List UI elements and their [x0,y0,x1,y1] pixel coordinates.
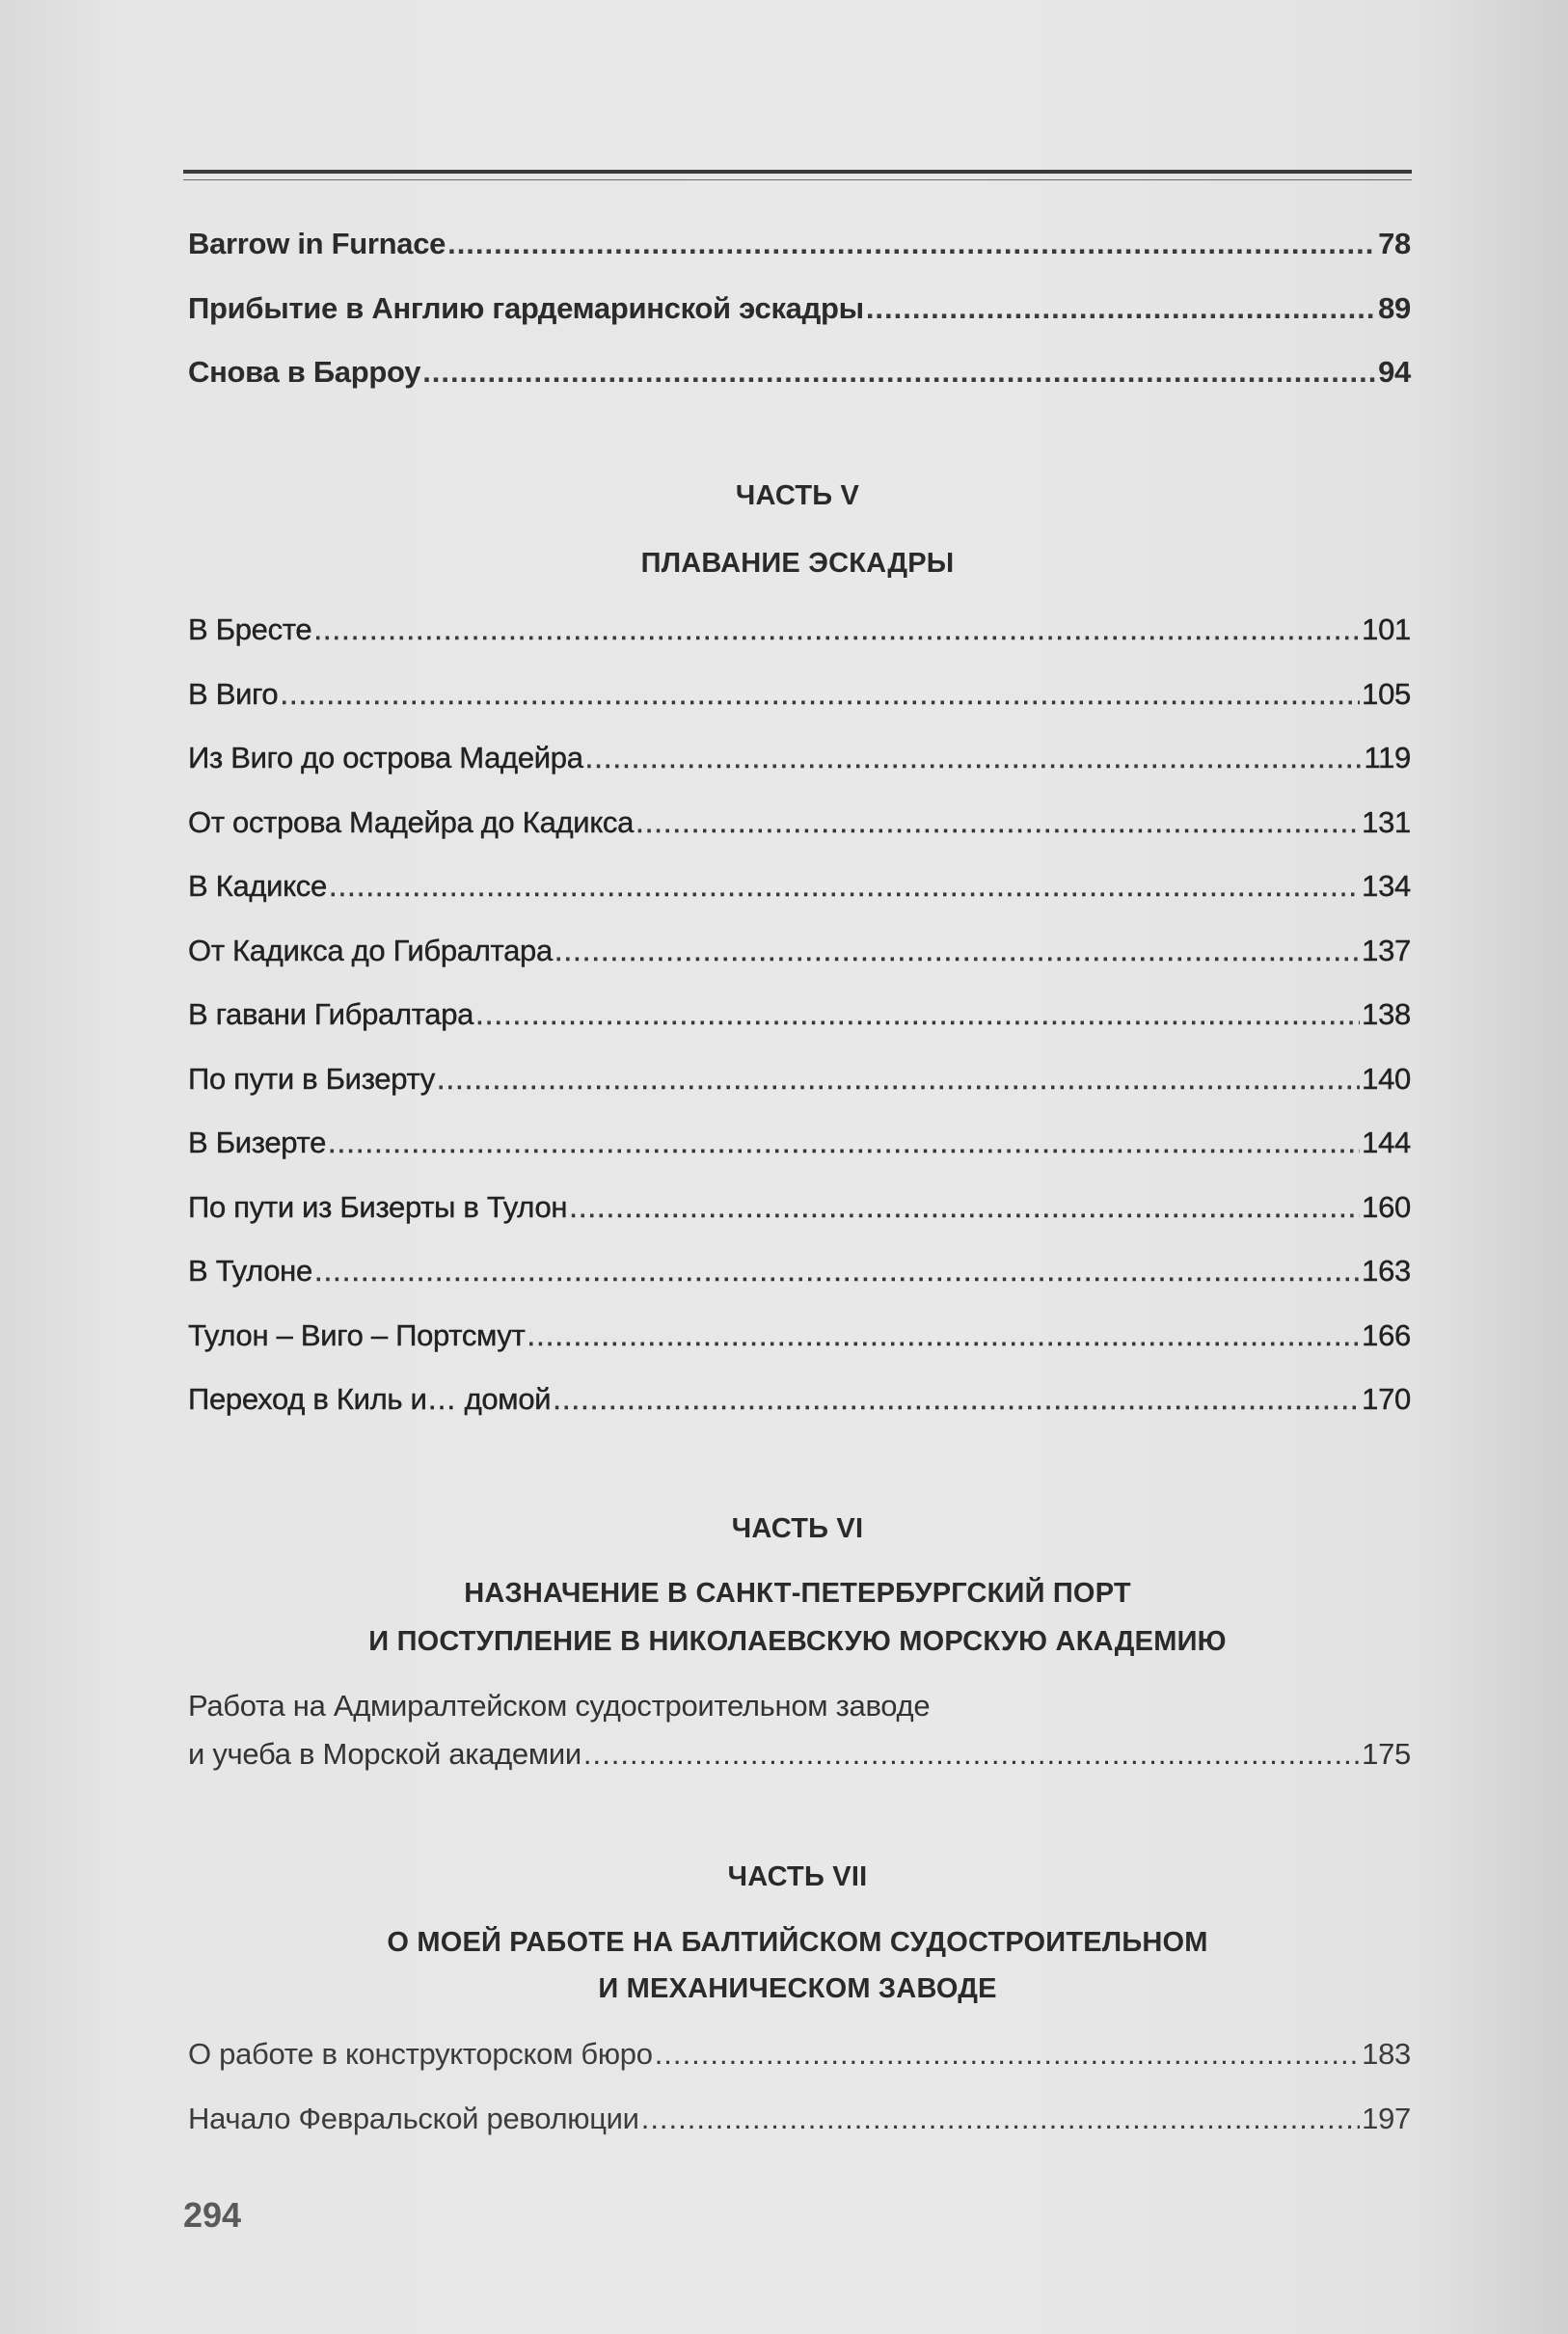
toc-entry-page: 166 [1362,1317,1411,1352]
toc-entry-label: Начало Февральской революции [188,2101,639,2135]
dot-leader [866,277,1376,341]
toc-entry [188,1047,1411,1112]
toc-entry [188,277,1411,341]
dot-leader [314,1239,1360,1304]
part-title-line2: И МЕХАНИЧЕСКОМ ЗАВОДЕ [598,1973,997,2004]
toc-entry-label: Переход в Киль и… домой [188,1382,552,1416]
part-title: ПЛАВАНИЕ ЭСКАДРЫ [640,548,955,579]
page-number: 294 [183,2195,242,2235]
part-label: ЧАСТЬ VI [731,1513,864,1544]
toc-entry-label: По пути в Бизерту [188,1061,435,1096]
toc-entry-label: В Тулоне [188,1254,312,1288]
dot-leader [328,1111,1360,1176]
toc-entry-page: 175 [1362,1737,1411,1771]
dot-leader [635,791,1360,855]
dot-leader [585,726,1363,791]
toc-entry-label: От Кадикса до Гибралтара [188,933,553,967]
dot-leader [655,2022,1360,2087]
toc-entry-label-line2: и учеба в Морской академии [188,1737,581,1771]
toc-entry-page: 170 [1362,1382,1411,1416]
toc-entry-label: Barrow in Furnace [188,227,446,260]
toc-entry-label: В Кадиксе [188,869,327,903]
toc-entry [188,1304,1411,1369]
toc-entry-page: 78 [1378,227,1411,260]
toc-part6 [188,1682,1411,1778]
toc-entry-page: 160 [1362,1189,1411,1224]
toc-entry [188,1730,1411,1778]
toc-top-section [188,212,1411,405]
toc-entry [188,212,1411,277]
toc-entry [188,2022,1411,2087]
dot-leader [280,663,1360,727]
part-label: ЧАСТЬ V [735,480,860,511]
toc-entry-label: В Виго [188,676,279,711]
toc-part7 [188,2022,1411,2151]
toc-entry-page: 89 [1378,290,1411,325]
toc-entry [188,1368,1411,1432]
toc-entry-label: Прибытие в Англию гардемаринской эскадры [188,290,864,325]
dot-leader [422,340,1376,405]
toc-entry [188,1239,1411,1304]
toc-entry [188,983,1411,1047]
toc-entry [188,1176,1411,1240]
dot-leader [583,1730,1360,1778]
toc-entry-label: Из Виго до острова Мадейра [188,741,583,774]
toc-entry [188,1111,1411,1176]
dot-leader [527,1304,1361,1369]
toc-entry-label-line1: Работа на Адмиралтейском судостроительном заводе [188,1689,931,1723]
dot-leader [475,983,1360,1047]
header-rule [183,170,1412,180]
part-title-line1: О МОЕЙ РАБОТЕ НА БАЛТИЙСКОМ СУДОСТРОИТЕЛЬНОМ [387,1927,1208,1958]
dot-leader [313,598,1360,663]
part-label: ЧАСТЬ VII [727,1861,868,1892]
dot-leader [553,1368,1360,1432]
dot-leader [329,855,1360,919]
toc-entry-page: 101 [1362,612,1411,646]
toc-entry-label: От острова Мадейра до Кадикса [188,804,635,839]
dot-leader [641,2087,1360,2152]
toc-entry-page: 131 [1362,804,1411,839]
dot-leader [447,212,1376,277]
part-title-line2: И ПОСТУПЛЕНИЕ В НИКОЛАЕВСКУЮ МОРСКУЮ АКАДЕМИЮ [368,1626,1227,1657]
toc-entry-page: 94 [1378,355,1411,389]
toc-entry-label: В Бизерте [188,1126,327,1159]
toc-entry [188,791,1411,855]
dot-leader [554,919,1360,984]
toc-entry-label: В гавани Гибралтара [188,997,474,1031]
toc-entry-page: 138 [1362,997,1411,1031]
toc-entry [188,919,1411,984]
toc-entry [188,340,1411,405]
toc-entry [188,598,1411,663]
part-title-line1: НАЗНАЧЕНИЕ В САНКТ-ПЕТЕРБУРГСКИЙ ПОРТ [464,1578,1131,1609]
dot-leader [569,1176,1360,1240]
dot-leader [437,1047,1360,1112]
toc-entry-page: 119 [1364,741,1411,774]
toc-entry-page: 144 [1362,1126,1411,1159]
toc-entry-page: 183 [1362,2037,1411,2071]
toc-entry-page: 197 [1362,2101,1411,2135]
toc-entry-page: 163 [1362,1254,1411,1288]
toc-entry-page: 140 [1362,1061,1411,1096]
toc-entry-label: Тулон – Виго – Портсмут [188,1317,526,1352]
toc-entry-label: О работе в конструкторском бюро [188,2037,653,2071]
toc-entry-label: По пути из Бизерты в Тулон [188,1189,568,1224]
toc-entry-label: В Бресте [188,612,312,646]
toc-entry [188,2087,1411,2152]
toc-entry-page: 105 [1362,676,1411,711]
toc-entry [188,663,1411,727]
toc-part5 [188,598,1411,1432]
toc-entry-page: 134 [1362,869,1411,903]
toc-entry [188,726,1411,791]
toc-entry [188,855,1411,919]
toc-entry-label: Снова в Барроу [188,355,421,389]
toc-entry-page: 137 [1362,933,1411,967]
